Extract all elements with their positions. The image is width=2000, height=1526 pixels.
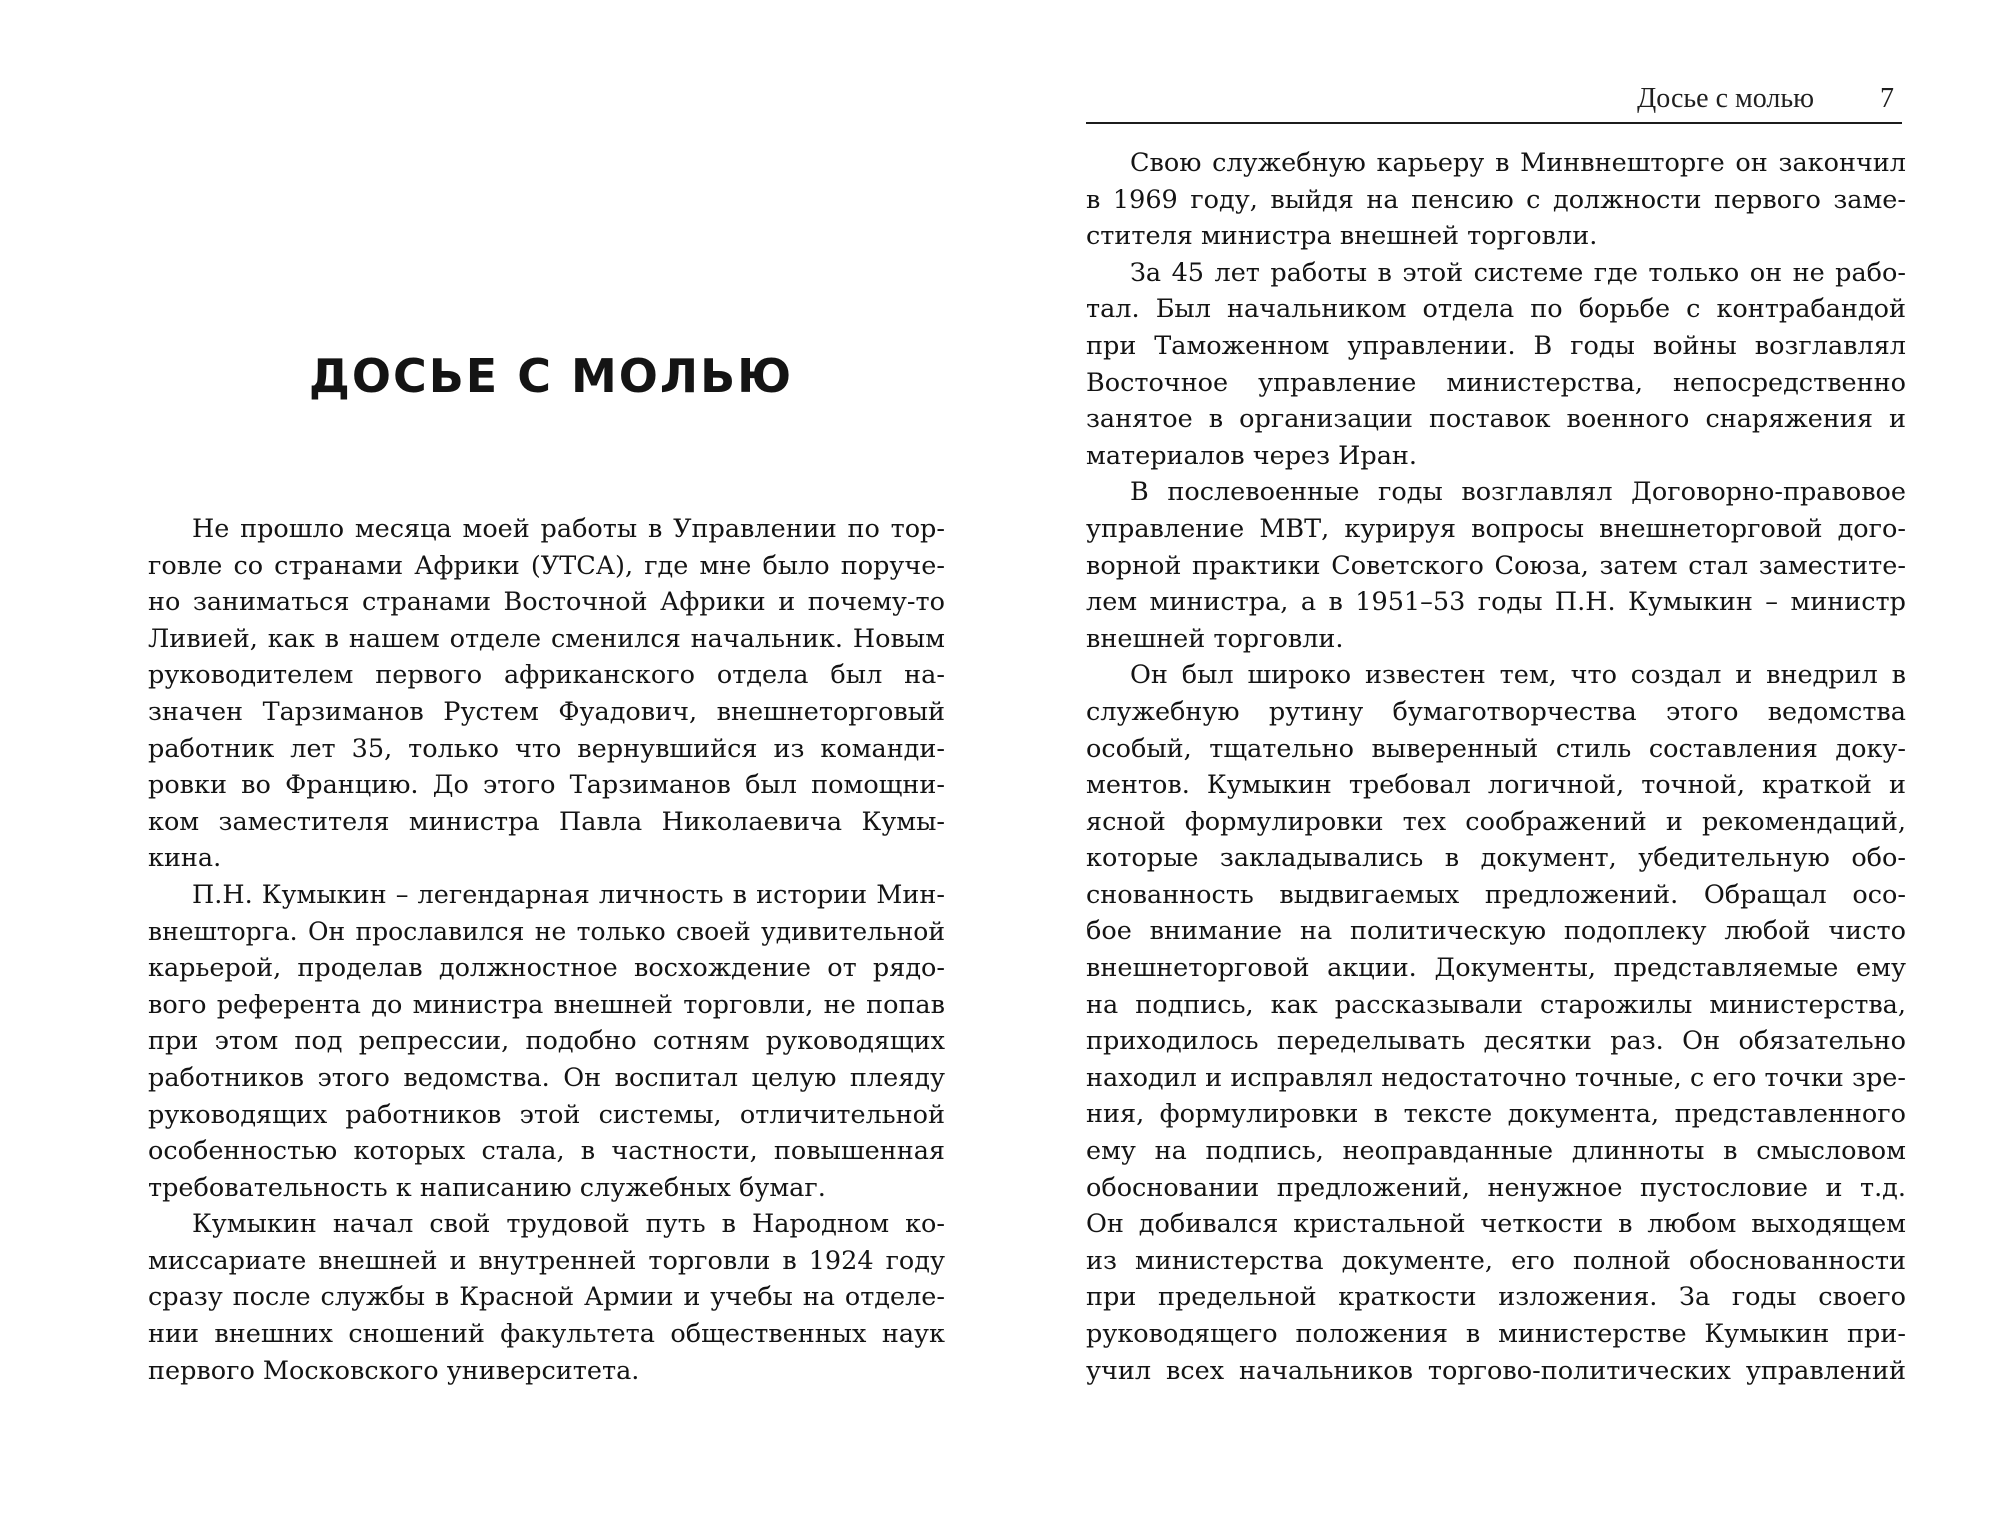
- text-line: при Таможенном управлении. В годы войны возглавлял: [1086, 330, 1906, 361]
- text-line: первого Московского университета.: [148, 1355, 640, 1386]
- text-line: Он был широко известен тем, что создал и внедрил в: [1130, 660, 1906, 691]
- text-line: лем министра, а в 1951–53 годы П.Н. Кумыкин – министр: [1086, 587, 1906, 618]
- text-line: значен Тарзиманов Рустем Фуадович, внешнеторговый: [148, 696, 945, 727]
- text-line: внешней торговли.: [1086, 623, 1344, 654]
- right-page: [1000, 0, 2000, 1526]
- left-body-text: [148, 511, 945, 1389]
- text-line: ясной формулировки тех соображений и рекомендаций,: [1086, 806, 1906, 837]
- text-line: при этом под репрессии, подобно сотням руководящих: [148, 1026, 945, 1057]
- text-line: Кумыкин начал свой трудовой путь в Народном ко-: [192, 1209, 945, 1240]
- paragraph: [148, 877, 945, 1206]
- text-line: бое внимание на политическую подоплеку любой чисто: [1086, 916, 1906, 947]
- text-line: управление МВТ, курируя вопросы внешнеторговой дого-: [1086, 513, 1906, 544]
- text-line: руководящих работников этой системы, отличительной: [148, 1099, 945, 1130]
- text-line: находил и исправлял недостаточно точные, с его точки зре-: [1086, 1062, 1906, 1093]
- text-line: которые закладывались в документ, убедительную обо-: [1086, 843, 1906, 874]
- text-line: Ливией, как в нашем отделе сменился начальник. Новым: [148, 623, 945, 654]
- text-line: ком заместителя министра Павла Николаевича Кумы-: [148, 806, 945, 837]
- text-line: приходилось переделывать десятки раз. Он обязательно: [1086, 1026, 1906, 1057]
- text-line: на подпись, как рассказывали старожилы министерства,: [1086, 989, 1906, 1020]
- paragraph: [1086, 255, 1906, 475]
- paragraph: [1086, 145, 1906, 255]
- text-line: из министерства документе, его полной обоснованности: [1086, 1245, 1906, 1276]
- text-line: особенностью которых стала, в частности, повышенная: [148, 1136, 945, 1167]
- text-line: ментов. Кумыкин требовал логичной, точной, краткой и: [1086, 770, 1906, 801]
- text-line: Не прошло месяца моей работы в Управлении по тор-: [192, 514, 945, 544]
- text-line: требовательность к написанию служебных бумаг.: [148, 1172, 826, 1203]
- text-line: служебную рутину бумаготворчества этого ведомства: [1086, 696, 1906, 727]
- text-line: сразу после службы в Красной Армии и учебы на отделе-: [148, 1282, 945, 1313]
- text-line: материалов через Иран.: [1086, 440, 1418, 471]
- paragraph: [1086, 657, 1906, 1389]
- text-line: снованность выдвигаемых предложений. Обращал осо-: [1086, 879, 1906, 910]
- text-line: руководителем первого африканского отдела был на-: [148, 660, 945, 691]
- text-line: но заниматься странами Восточной Африки и почему-то: [148, 587, 945, 618]
- text-line: в 1969 году, выйдя на пенсию с должности первого заме-: [1086, 184, 1906, 215]
- text-line: при предельной краткости изложения. За годы своего: [1086, 1282, 1906, 1313]
- paragraph: [1086, 474, 1906, 657]
- paragraph: [148, 511, 945, 877]
- text-line: ровки во Францию. До этого Тарзиманов был помощни-: [148, 770, 945, 801]
- text-line: В послевоенные годы возглавлял Договорно-правовое: [1130, 477, 1906, 508]
- text-line: За 45 лет работы в этой системе где только он не рабо-: [1130, 257, 1906, 288]
- text-line: обосновании предложений, ненужное пустословие и т.д.: [1086, 1172, 1906, 1203]
- text-line: ворной практики Советского Союза, затем стал заместите-: [1086, 550, 1906, 581]
- text-line: карьерой, проделав должностное восхождение от рядо-: [148, 953, 945, 984]
- text-line: стителя министра внешней торговли.: [1086, 221, 1598, 252]
- text-line: Свою служебную карьеру в Минвнешторге он закончил: [1130, 148, 1906, 178]
- text-line: особый, тщательно выверенный стиль составления доку-: [1086, 733, 1906, 764]
- text-line: Восточное управление министерства, непосредственно: [1086, 367, 1906, 398]
- page-number: 7: [1880, 83, 1894, 114]
- running-title: Досье с молью: [1637, 83, 1814, 114]
- paragraph: [148, 1206, 945, 1389]
- text-line: нии внешних сношений факультета общественных наук: [148, 1319, 945, 1350]
- text-line: работников этого ведомства. Он воспитал целую плеяду: [148, 1062, 945, 1093]
- chapter-title: ДОСЬЕ С МОЛЬЮ: [308, 349, 794, 403]
- text-line: миссариате внешней и внутренней торговли в 1924 году: [148, 1245, 945, 1276]
- text-line: внешнеторговой акции. Документы, представляемые ему: [1086, 953, 1906, 984]
- text-line: кина.: [148, 843, 222, 874]
- text-line: Он добивался кристальной четкости в любом выходящем: [1086, 1209, 1906, 1240]
- right-body-text: [1086, 145, 1906, 1389]
- running-header: [1086, 82, 1902, 124]
- text-line: работник лет 35, только что вернувшийся из команди-: [148, 733, 945, 764]
- text-line: вого референта до министра внешней торговли, не попав: [148, 989, 945, 1020]
- text-line: тал. Был начальником отдела по борьбе с контрабандой: [1086, 294, 1906, 325]
- text-line: внешторга. Он прославился не только своей удивительной: [148, 916, 945, 946]
- text-line: руководящего положения в министерстве Кумыкин при-: [1086, 1319, 1906, 1349]
- text-line: занятое в организации поставок военного снаряжения и: [1086, 404, 1906, 435]
- text-line: П.Н. Кумыкин – легендарная личность в истории Мин-: [192, 879, 945, 910]
- text-line: говле со странами Африки (УТСА), где мне было поруче-: [148, 550, 945, 581]
- text-line: ния, формулировки в тексте документа, представленного: [1086, 1099, 1906, 1130]
- text-line: учил всех начальников торгово-политических управлений: [1086, 1355, 1906, 1386]
- text-line: ему на подпись, неоправданные длинноты в смысловом: [1086, 1136, 1906, 1167]
